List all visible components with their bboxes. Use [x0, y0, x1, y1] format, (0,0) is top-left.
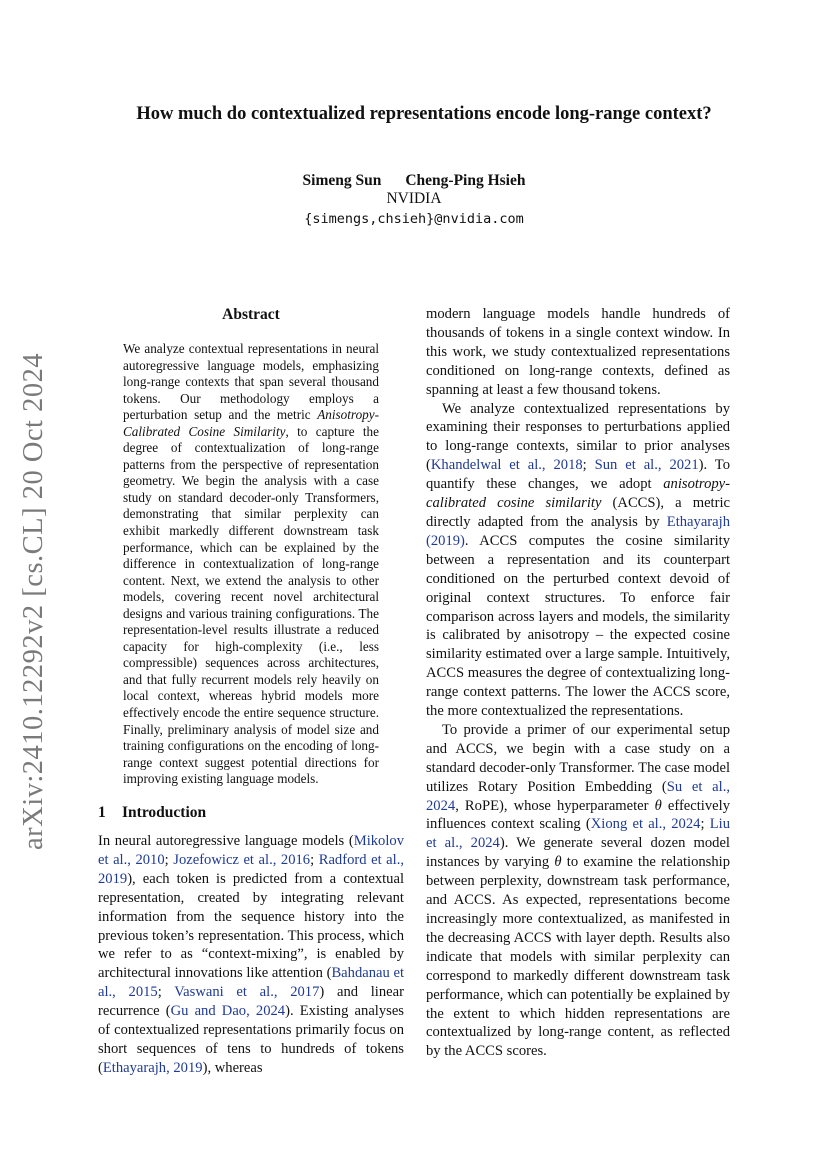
right-column-text	[426, 305, 730, 1061]
section-heading	[98, 804, 206, 822]
citation-link[interactable]: Ethayarajh, 2019	[102, 1059, 203, 1076]
paragraph: In neural autoregressive language models (Mikolov et al., 2010; Jozefowicz et al., 2016; Radford et al., 2019), each token is predicted from a contextual representation, created by integrating relevant information from the sequence history into the previous token’s representation. This process, which we refer to as “context-mixing”, is enabled by architectural innovations like attention (Bahdanau et al., 2015; Vaswani et al., 2017) and linear recurrence (Gu and Dao, 2024). Existing analyses of contextualized representations primarily focus on short sequences of tens to hundreds of tokens (Ethayarajh, 2019), whereas	[98, 833, 405, 1076]
citation-link[interactable]: Su et al., 2024	[426, 778, 730, 814]
arxiv-identifier: arXiv:2410.12292v2 [cs.CL] 20 Oct 2024	[18, 352, 49, 850]
section-title: Introduction	[122, 804, 207, 821]
affiliation: NVIDIA	[386, 190, 442, 207]
author-email: {simengs,chsieh}@nvidia.com	[304, 211, 524, 227]
paper-title: How much do contextualized representations encode long-range context?	[136, 104, 712, 124]
paragraph: To provide a primer of our experimental setup and ACCS, we begin with a case study on a standard decoder-only Transformer. The case model utilizes Rotary Position Embedding (Su et al., 2024, RoPE), whose hyperparameter θ effectively influences context scaling (Xiong et al., 2024; Liu et al., 2024). We generate several dozen model instances by varying θ to examine the relationship between perplexity, downstream task performance, and ACCS. As expected, representations become increasingly more contextualized, as manifested in the decreasing ACCS with layer depth. Results also indicate that models with similar perplexity can correspond to markedly different downstream task performance, which can potentially be explained by the extent to which hidden representations are contextualized by long-range content, as reflected by the ACCS scores.	[426, 721, 731, 1060]
author-name: Cheng-Ping Hsieh	[405, 172, 526, 189]
author-list	[0, 172, 828, 190]
citation-link[interactable]: Sun et al., 2021	[594, 457, 699, 474]
abstract-heading: Abstract	[222, 306, 280, 323]
citation-link[interactable]: Xiong et al., 2024	[590, 816, 701, 833]
abstract-text: We analyze contextual representations in neural autoregressive language models, emphasizing long-range contexts that span several thousand tokens. Our methodology employs a perturbation setup and the metric Anisotropy-Calibrated Cosine Similarity, to capture the degree of contextualization of long-range patterns from the perspective of representation geometry. We begin the analysis with a case study on standard decoder-only Transformers, demonstrating that similar perplexity can exhibit markedly different downstream task performance, which can be explained by the difference in contextualization of long-range content. Next, we extend the analysis to other models, covering recent novel architectural designs and various training configurations. The representation-level results illustrate a reduced capacity for high-complexity (i.e., less compressible) sequences across architectures, and that fully recurrent models rely heavily on local context, whereas hybrid models more effectively encode the entire sequence structure. Finally, preliminary analysis of model size and training configurations on the encoding of long-range context suggest potential directions for improving existing language models.	[123, 341, 380, 787]
citation-link[interactable]: Gu and Dao, 2024	[170, 1003, 286, 1020]
citation-link[interactable]: Vaswani et al., 2017	[174, 984, 320, 1001]
citation-link[interactable]: Bahdanau et al., 2015	[98, 965, 404, 1001]
left-column-text	[98, 832, 404, 1078]
citation-link[interactable]: Jozefowicz et al., 2016	[173, 851, 311, 868]
section-number: 1	[98, 804, 106, 821]
author-name: Simeng Sun	[302, 172, 382, 189]
citation-link[interactable]: Radford et al., 2019	[98, 851, 405, 887]
citation-link[interactable]: Liu et al., 2024	[426, 816, 731, 852]
citation-link[interactable]: Ethayarajh (2019)	[426, 513, 730, 549]
citation-link[interactable]: Khandelwal et al., 2018	[430, 457, 583, 474]
paragraph: We analyze contextualized representations by examining their responses to perturbations applied to long-range contexts, similar to prior analyses (Khandelwal et al., 2018; Sun et al., 2021). To quantify these changes, we adopt anisotropy-calibrated cosine similarity (ACCS), a metric directly adapted from the analysis by Ethayarajh (2019). ACCS computes the cosine similarity between a representation and its counterpart conditioned on the perturbed context devoid of original context structures. To enforce fair comparison across layers and models, the similarity is calibrated by anisotropy – the expected cosine similarity estimated over a large sample. Intuitively, ACCS measures the degree of contextualizing long-range context patterns. The lower the ACCS score, the more contextualized the representations.	[426, 400, 730, 720]
paragraph: modern language models handle hundreds of thousands of tokens in a single context window. In this work, we study contextualized representations conditioned on long-range contexts, defined as spanning at least a few thousand tokens.	[426, 306, 730, 398]
citation-link[interactable]: Mikolov et al., 2010	[98, 833, 404, 868]
